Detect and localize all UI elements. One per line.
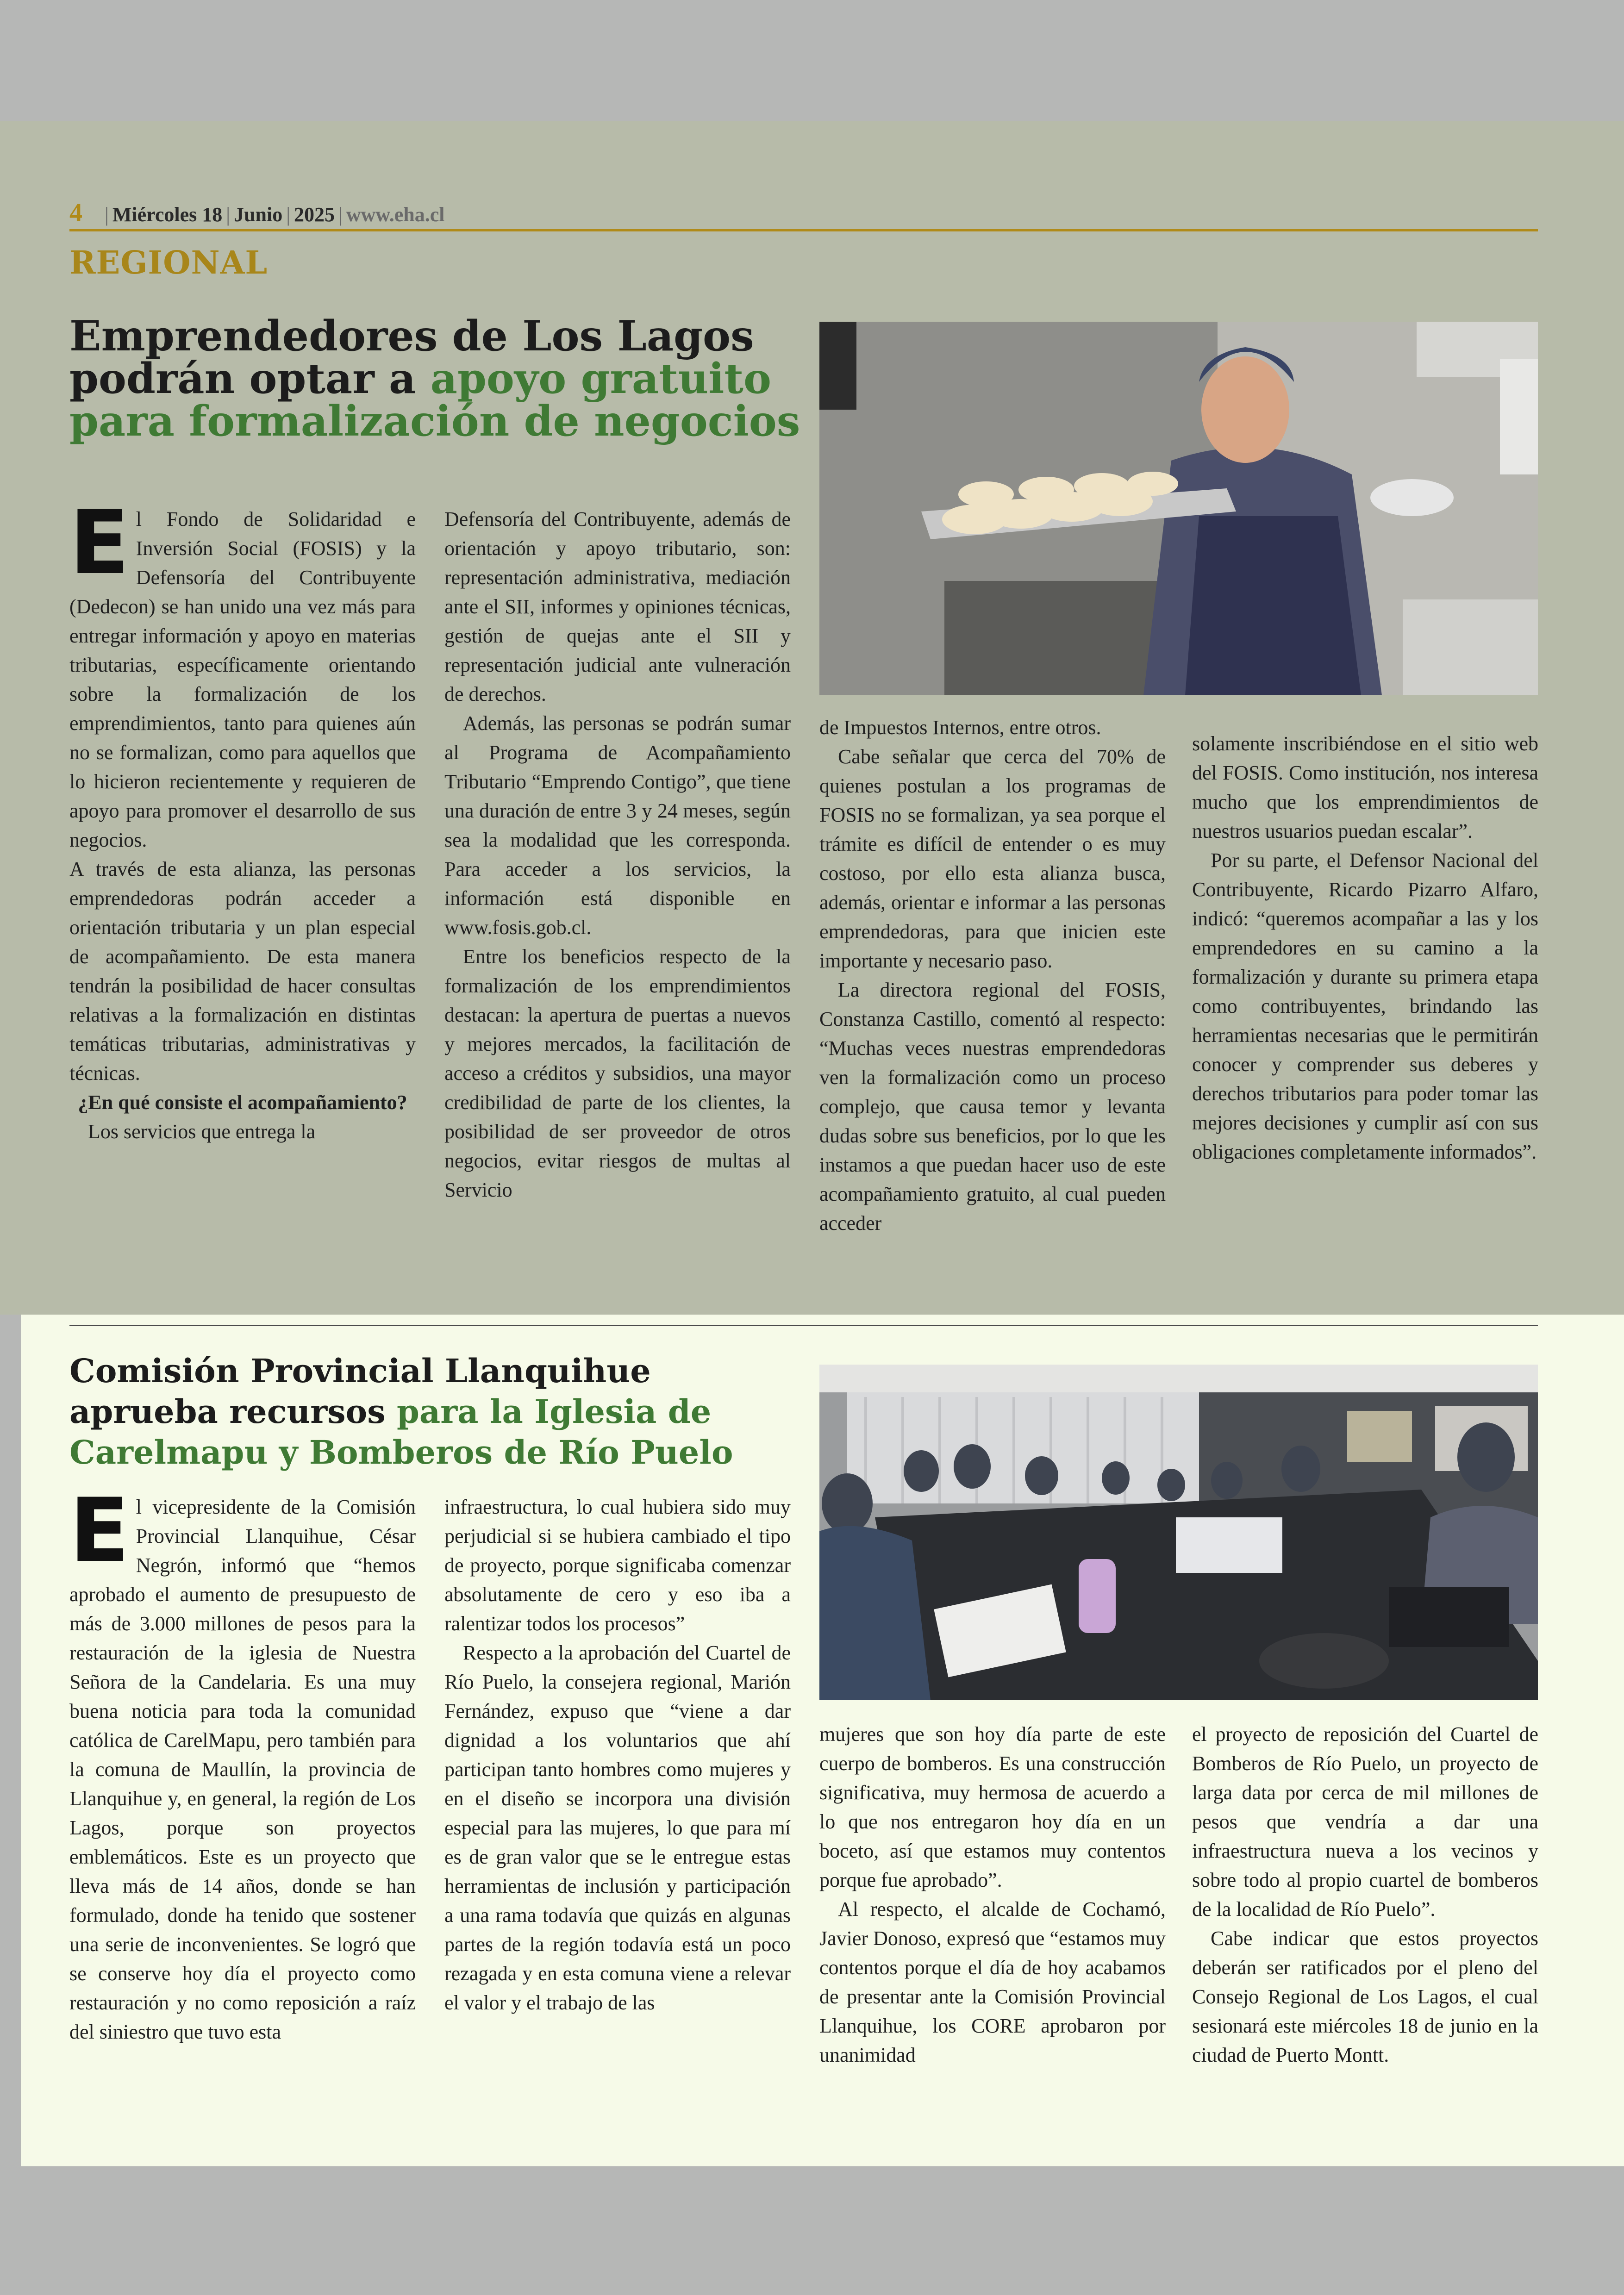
article2-column-2 xyxy=(444,1492,791,2017)
article1-col2-p3: Entre los beneficios respecto de la formalización de los emprendimientos destacan: la apertura de puertas a nuevos y mejores mercados, la facilitación de acceso a créditos y subsidios, una mayor credibilidad de parte de los clientes, la posibilidad de ser proveedor de otros negocios, evitar riesgos de multas al Servicio xyxy=(444,945,791,1201)
article1-title xyxy=(69,312,819,446)
article2-col4-p1: el proyecto de reposición del Cuartel de Bomberos de Río Puelo, un proyecto de larga data por cerca de mil millones de pesos que vendría a dar una infraestructura nueva a los vecinos y sobre todo al propio cuartel de bomberos de la localidad de Río Puelo”. xyxy=(1192,1723,1538,1921)
article1-col3-p2: Cabe señalar que cerca del 70% de quienes postulan a los programas de FOSIS no se formalizan, ya sea porque el trámite es difícil de entender o es muy costoso, por ello esta alianza busca, además, orientar e informar a las personas emprendedoras, para que inicien este importante y necesario paso. xyxy=(819,745,1166,972)
article-divider xyxy=(69,1325,1538,1326)
folio-website: www.eha.cl xyxy=(346,203,445,226)
article2-col3-p2: Al respecto, el alcalde de Cochamó, Javier Donoso, expresó que “estamos muy contentos porque el día de hoy acabamos de presentar ante la Comisión Provincial Llanquihue, los CORE aprobaron por unanimidad xyxy=(819,1898,1166,2066)
page-number: 4 xyxy=(69,199,82,227)
article1-col4-p1: solamente inscribiéndose en el sitio web del FOSIS. Como institución, nos interesa mucho que los emprendimientos de nuestros usuarios puedan escalar”. xyxy=(1192,732,1538,842)
article1-col2-p1: Defensoría del Contribuyente, además de orientación y apoyo tributario, son: representación administrativa, mediación ante el SII, informes y opiniones técnicas, gestión de quejas ante el SII y representación judicial ante vulneración de derechos. xyxy=(444,508,791,705)
article1-dropcap: E xyxy=(69,492,130,594)
article2-title-plain: Comisión Provincial Llanquihue aprueba recursos xyxy=(69,1352,651,1431)
article1-col1-p3: Los servicios que entrega la xyxy=(88,1120,316,1143)
folio-line: 4 | Miércoles 18 | Junio | 2025 | www.eha.cl xyxy=(69,199,445,227)
article1-column-3 xyxy=(819,713,1166,1238)
article2-col4-p2: Cabe indicar que estos proyectos deberán ser ratificados por el pleno del Consejo Regional de Los Lagos, el cual sesionará este miércoles 18 de junio en la ciudad de Puerto Montt. xyxy=(1192,1927,1538,2066)
article2-title-highlight: para la Iglesia de Carelmapu y Bomberos de Río Puelo xyxy=(69,1392,733,1472)
article2-dropcap: E xyxy=(69,1479,130,1582)
article2-photo xyxy=(819,1365,1538,1700)
folio-month: Junio xyxy=(234,203,283,226)
article2-col3-p1: mujeres que son hoy día parte de este cuerpo de bomberos. Es una construcción significativa, muy hermosa de acuerdo a lo que nos entregaron hoy día en un boceto, así que estamos muy contentos porque fue aprobado”. xyxy=(819,1723,1166,1891)
article1-col3-p3: La directora regional del FOSIS, Constanza Castillo, comentó al respecto: “Muchas veces nuestras emprendedoras ven la formalización como un proceso complejo, que causa temor y levanta dudas sobre sus beneficios, por lo que les instamos a que puedan hacer uso de este acompañamiento gratuito, al cual pueden acceder xyxy=(819,979,1166,1235)
article2-col2-p2: Respecto a la aprobación del Cuartel de Río Puelo, la consejera regional, Marión Fernández, expuso que “viene a dar dignidad a los voluntarios que ahí participan tanto hombres como mujeres y en el diseño se incorpora una división especial para las mujeres, lo que para mí es de gran valor que se le entregue estas herramientas de inclusión y participación a una rama todavía que quizás en algunas partes de la región todavía está un poco rezagada y en esta comuna viene a relevar el valor y el trabajo de las xyxy=(444,1641,791,2014)
header-rule xyxy=(69,229,1538,231)
article2-title xyxy=(69,1351,810,1473)
article2-col2-p1: infraestructura, lo cual hubiera sido muy perjudicial si se hubiera cambiado el tipo de proyecto, porque significaba comenzar absolutamente de cero y eso iba a ralentizar todos los procesos” xyxy=(444,1496,791,1635)
article1-col3-p1: de Impuestos Internos, entre otros. xyxy=(819,716,1101,739)
article2-column-4 xyxy=(1192,1720,1538,2070)
article1-column-1 xyxy=(69,492,416,1146)
article1-col1-p1: l Fondo de Solidaridad e Inversión Social (FOSIS) y la Defensoría del Contribuyente (Dedecon) se han unido una vez más para entregar información y apoyo en materias tributarias, específicamente orientando sobre la formalización de los emprendimientos, tanto para quienes aún no se formalizan, como para aquellos que lo hicieron recientemente y requieren de apoyo para promover el desarrollo de sus negocios. xyxy=(69,508,416,851)
article1-col2-p2: Además, las personas se podrán sumar al Programa de Acompañamiento Tributario “Emprendo Contigo”, que tiene una duración de entre 3 y 24 meses, según sea la modalidad que les corresponda. Para acceder a los servicios, la información está disponible en www.fosis.gob.cl. xyxy=(444,712,791,939)
section-label: REGIONAL xyxy=(69,244,268,281)
article1-col4-p2: Por su parte, el Defensor Nacional del Contribuyente, Ricardo Pizarro Alfaro, indicó: “queremos acompañar a las y los emprendedores en su camino a la formalización y durante su primera etapa como contribuyentes, brindando las herramientas necesarias que le permitirán conocer y comprender sus deberes y derechos tributarios para poder tomar las mejores decisiones y cumplir así con sus obligaciones completamente informados”. xyxy=(1192,849,1538,1163)
article1-title-highlight: apoyo gratuito para formalización de negocios xyxy=(69,354,800,446)
article2-column-1 xyxy=(69,1479,416,2046)
article1-title-plain: Emprendedores de Los Lagos podrán optar a xyxy=(69,312,754,403)
folio-day: Miércoles 18 xyxy=(112,203,223,226)
article2-column-3 xyxy=(819,1720,1166,2070)
article1-column-4 xyxy=(1192,729,1538,1166)
article2-col1-p1: l vicepresidente de la Comisión Provincial Llanquihue, César Negrón, informó que “hemos aprobado el aumento de presupuesto de más de 3.000 millones de pesos para la restauración de la iglesia de Nuestra Señora de la Candelaria. Es una muy buena noticia para toda la comunidad católica de CarelMapu, pero también para la comuna de Maullín, la provincia de Llanquihue y, en general, la región de Los Lagos, porque son proyectos emblemáticos. Este es un proyecto que lleva más de 14 años, donde se han formulado, donde ha tenido que sostener una serie de inconvenientes. Se logró que se conserve hoy día el proyecto como restauración y no como reposición a raíz del siniestro que tuvo esta xyxy=(69,1496,416,2043)
article1-col1-p2: A través de esta alianza, las personas emprendedoras podrán acceder a orientación tributaria y un plan especial de acompañamiento. De esta manera tendrán la posibilidad de hacer consultas relativas a la formalización en distintas temáticas tributarias, administrativas y técnicas. xyxy=(69,858,416,1085)
folio-year: 2025 xyxy=(294,203,335,226)
article1-subhead: ¿En qué consiste el acompañamiento? xyxy=(78,1091,407,1114)
article1-column-2 xyxy=(444,505,791,1204)
article1-photo xyxy=(819,322,1538,695)
